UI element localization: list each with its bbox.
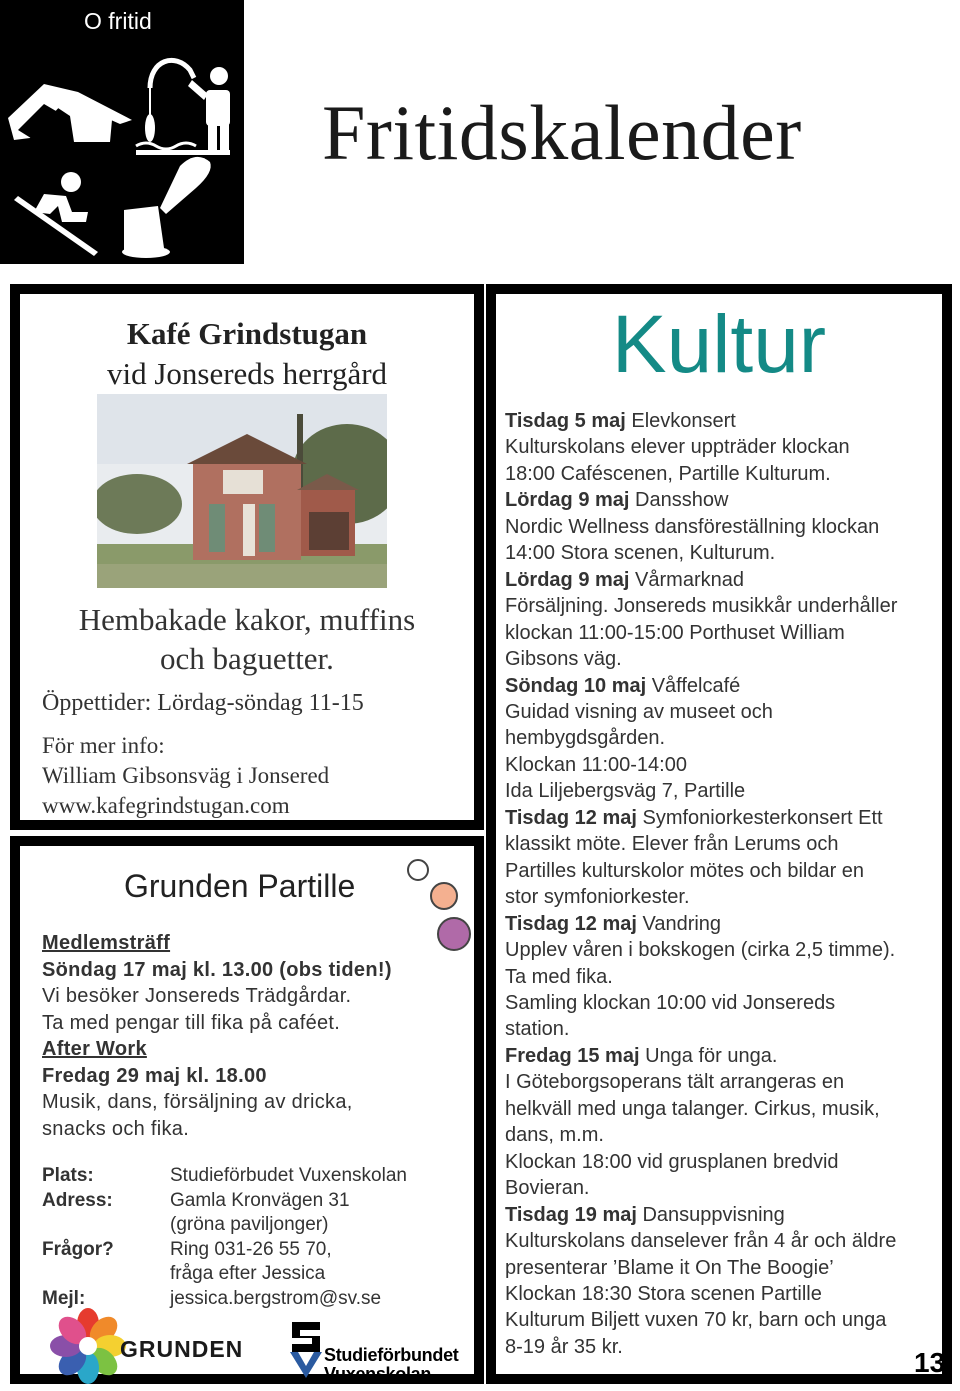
event-text: stor symfoniorkester.	[505, 886, 690, 909]
event-text: Unga för unga.	[639, 1044, 778, 1067]
kultur-line	[505, 1307, 945, 1333]
skiing-icon	[14, 172, 98, 256]
kultur-line	[505, 699, 945, 725]
grunden-event-list	[42, 930, 392, 1142]
contact-key	[42, 1213, 170, 1238]
grunden-title: Grunden Partille	[124, 868, 356, 904]
kultur-line	[505, 646, 945, 672]
kultur-line	[505, 858, 945, 884]
kultur-line	[505, 1096, 945, 1122]
event-text: helkväll med unga talanger. Cirkus, musik,	[505, 1097, 880, 1120]
contact-key: Mejl:	[42, 1287, 86, 1309]
contact-row	[42, 1213, 407, 1238]
grunden-line: Vi besöker Jonsereds Trädgårdar.	[42, 985, 352, 1007]
sfv-name-line1: Studieförbundet	[324, 1345, 459, 1365]
event-text: Symfoniorkesterkonsert Ett	[636, 806, 883, 829]
event-date: Fredag 15 maj	[505, 1044, 640, 1067]
event-text: Vandring	[636, 912, 722, 935]
event-text: Vårmarknad	[629, 568, 744, 591]
grunden-line: Musik, dans, försäljning av dricka,	[42, 1091, 353, 1113]
event-text: Bovieran.	[505, 1177, 590, 1200]
kultur-line	[505, 620, 945, 646]
grunden-partille-box	[10, 836, 484, 1384]
kultur-line	[505, 408, 945, 434]
kultur-line	[505, 1202, 945, 1228]
kultur-line	[505, 1016, 945, 1042]
kultur-line	[505, 911, 945, 937]
kafe-slogan-line: och baguetter.	[160, 641, 334, 676]
event-text: Kulturum Biljett vuxen 70 kr, barn och unga	[505, 1309, 887, 1332]
event-text: Samling klockan 10:00 vid Jonsereds	[505, 991, 836, 1014]
event-text: 14:00 Stora scenen, Kulturum.	[505, 542, 776, 565]
kultur-line	[505, 752, 945, 778]
contact-row	[42, 1238, 407, 1263]
contact-row	[42, 1164, 407, 1189]
contact-value: jessica.bergstrom@sv.se	[170, 1287, 382, 1309]
kultur-line	[505, 1334, 945, 1360]
grunden-line: Fredag 29 maj kl. 18.00	[42, 1064, 267, 1087]
kultur-line	[505, 805, 945, 831]
sfv-name-line2: Vuxenskolan	[324, 1364, 432, 1384]
kultur-line	[505, 540, 945, 566]
kafe-hours: Öppettider: Lördag-söndag 11-15	[42, 690, 364, 716]
kultur-line	[505, 1281, 945, 1307]
contact-value: Studieförbudet Vuxenskolan	[170, 1165, 407, 1186]
contact-value: (gröna paviljonger)	[170, 1214, 329, 1235]
event-text: Försäljning. Jonsereds musikkår underhåller	[505, 595, 898, 618]
kultur-line	[505, 487, 945, 513]
contact-value: Gamla Kronvägen 31	[170, 1189, 350, 1211]
event-date: Tisdag 5 maj	[505, 410, 626, 432]
kafe-slogan	[20, 600, 474, 678]
kultur-line	[505, 1228, 945, 1254]
kafe-info-line: För mer info:	[42, 733, 165, 758]
kultur-line	[505, 1149, 945, 1175]
kultur-line	[505, 725, 945, 751]
event-text: Dansshow	[629, 489, 729, 512]
kultur-line	[505, 1122, 945, 1148]
event-text: Klockan 18:30 Stora scenen Partille	[505, 1282, 822, 1305]
event-text: Dansuppvisning	[636, 1203, 785, 1226]
event-date: Söndag 10 maj	[505, 674, 647, 697]
contact-key: Adress:	[42, 1189, 113, 1211]
event-date: Tisdag 12 maj	[505, 912, 637, 935]
kultur-title: Kultur	[611, 299, 827, 390]
contact-row	[42, 1262, 407, 1287]
event-date: Lördag 9 maj	[505, 568, 630, 591]
event-text: presenterar ’Blame it On The Boogie’	[505, 1256, 834, 1279]
studieforbundet-logo	[288, 1318, 324, 1380]
kafe-subtitle: vid Jonsereds herrgård	[106, 356, 388, 391]
event-text: Ida Liljebergsväg 7, Partille	[505, 780, 746, 803]
event-text: Upplev våren i bokskogen (cirka 2,5 timme).	[505, 939, 896, 962]
grunden-flower-logo	[48, 1306, 128, 1386]
kafe-website: www.kafegrindstugan.com	[42, 793, 290, 818]
event-text: Gibsons väg.	[505, 648, 622, 671]
kafe-info-line: William Gibsonsväg i Jonsered	[42, 763, 330, 788]
event-date: Lördag 9 maj	[505, 489, 630, 512]
contact-row	[42, 1189, 407, 1214]
kultur-line	[505, 964, 945, 990]
contact-value: fråga efter Jessica	[170, 1263, 326, 1284]
event-text: Partilles kulturskolor mötes och bildar en	[505, 859, 865, 882]
event-text: Nordic Wellness dansföreställning klockan	[505, 515, 880, 538]
grunden-line: After Work	[42, 1038, 147, 1060]
event-text: klassikt möte. Elever från Lerums och	[505, 833, 839, 856]
event-text: Guidad visning av museet och	[505, 700, 773, 723]
contact-key: Frågor?	[42, 1238, 114, 1260]
section-logo	[0, 0, 244, 264]
event-text: Elevkonsert	[625, 410, 736, 432]
kultur-line	[505, 1175, 945, 1201]
kafe-grindstugan-box	[10, 284, 484, 830]
event-text: Våffelcafé	[646, 674, 741, 697]
kultur-line	[505, 514, 945, 540]
event-text: station.	[505, 1018, 570, 1041]
section-label: O fritid	[84, 8, 152, 34]
decorative-circles	[404, 854, 474, 954]
event-text: Kulturskolans danselever från 4 år och äldre	[505, 1230, 897, 1253]
grunden-line: Ta med pengar till fika på caféet.	[42, 1011, 341, 1034]
kafe-title: Kafé Grindstugan	[126, 316, 368, 351]
fishing-icon	[136, 60, 230, 155]
kafe-info	[42, 731, 329, 821]
event-text: Klockan 11:00-14:00	[505, 753, 687, 776]
kultur-event-list	[505, 408, 945, 1360]
event-text: 8-19 år 35 kr.	[505, 1335, 623, 1358]
event-text: hembygdsgården.	[505, 727, 666, 750]
kultur-line	[505, 1255, 945, 1281]
contact-key	[42, 1262, 170, 1287]
event-date: Tisdag 19 maj	[505, 1203, 637, 1226]
event-text: Kulturskolans elever uppträder klockan	[505, 436, 850, 459]
contact-value: Ring 031-26 55 70,	[170, 1238, 332, 1260]
contact-key: Plats:	[42, 1165, 94, 1186]
bell-icon	[122, 157, 211, 258]
event-text: Ta med fika.	[505, 965, 613, 988]
kultur-line	[505, 567, 945, 593]
grunden-contact-table	[42, 1164, 407, 1311]
event-text: Klockan 18:00 vid grusplanen bredvid	[505, 1150, 839, 1173]
kultur-line	[505, 937, 945, 963]
kultur-line	[505, 884, 945, 910]
kultur-box	[486, 284, 952, 1384]
event-text: dans, m.m.	[505, 1124, 604, 1147]
page-number: 13	[914, 1347, 946, 1378]
grunden-line: Söndag 17 maj kl. 13.00 (obs tiden!)	[42, 958, 392, 981]
event-text: klockan 11:00-15:00 Porthuset William	[505, 621, 845, 644]
grunden-line: snacks och fika.	[42, 1117, 190, 1140]
kultur-line	[505, 673, 945, 699]
kultur-line	[505, 831, 945, 857]
kultur-line	[505, 461, 945, 487]
kultur-line	[505, 1069, 945, 1095]
kultur-line	[505, 593, 945, 619]
kultur-line	[505, 1043, 945, 1069]
kultur-line	[505, 778, 945, 804]
page-title: Fritidskalender	[322, 89, 802, 176]
kafe-slogan-line: Hembakade kakor, muffins	[78, 602, 416, 637]
event-text: 18:00 Caféscenen, Partille Kulturum.	[505, 462, 831, 485]
kultur-line	[505, 434, 945, 460]
leisure-pictograms	[0, 0, 244, 264]
kultur-line	[505, 990, 945, 1016]
kafe-photo	[97, 394, 387, 588]
grunden-logo-text: GRUNDEN	[120, 1336, 244, 1362]
event-text: I Göteborgsoperans tält arrangeras en	[505, 1071, 845, 1094]
event-date: Tisdag 12 maj	[505, 806, 637, 829]
tent-icon	[8, 84, 132, 142]
grunden-line: Medlemsträff	[42, 932, 171, 954]
